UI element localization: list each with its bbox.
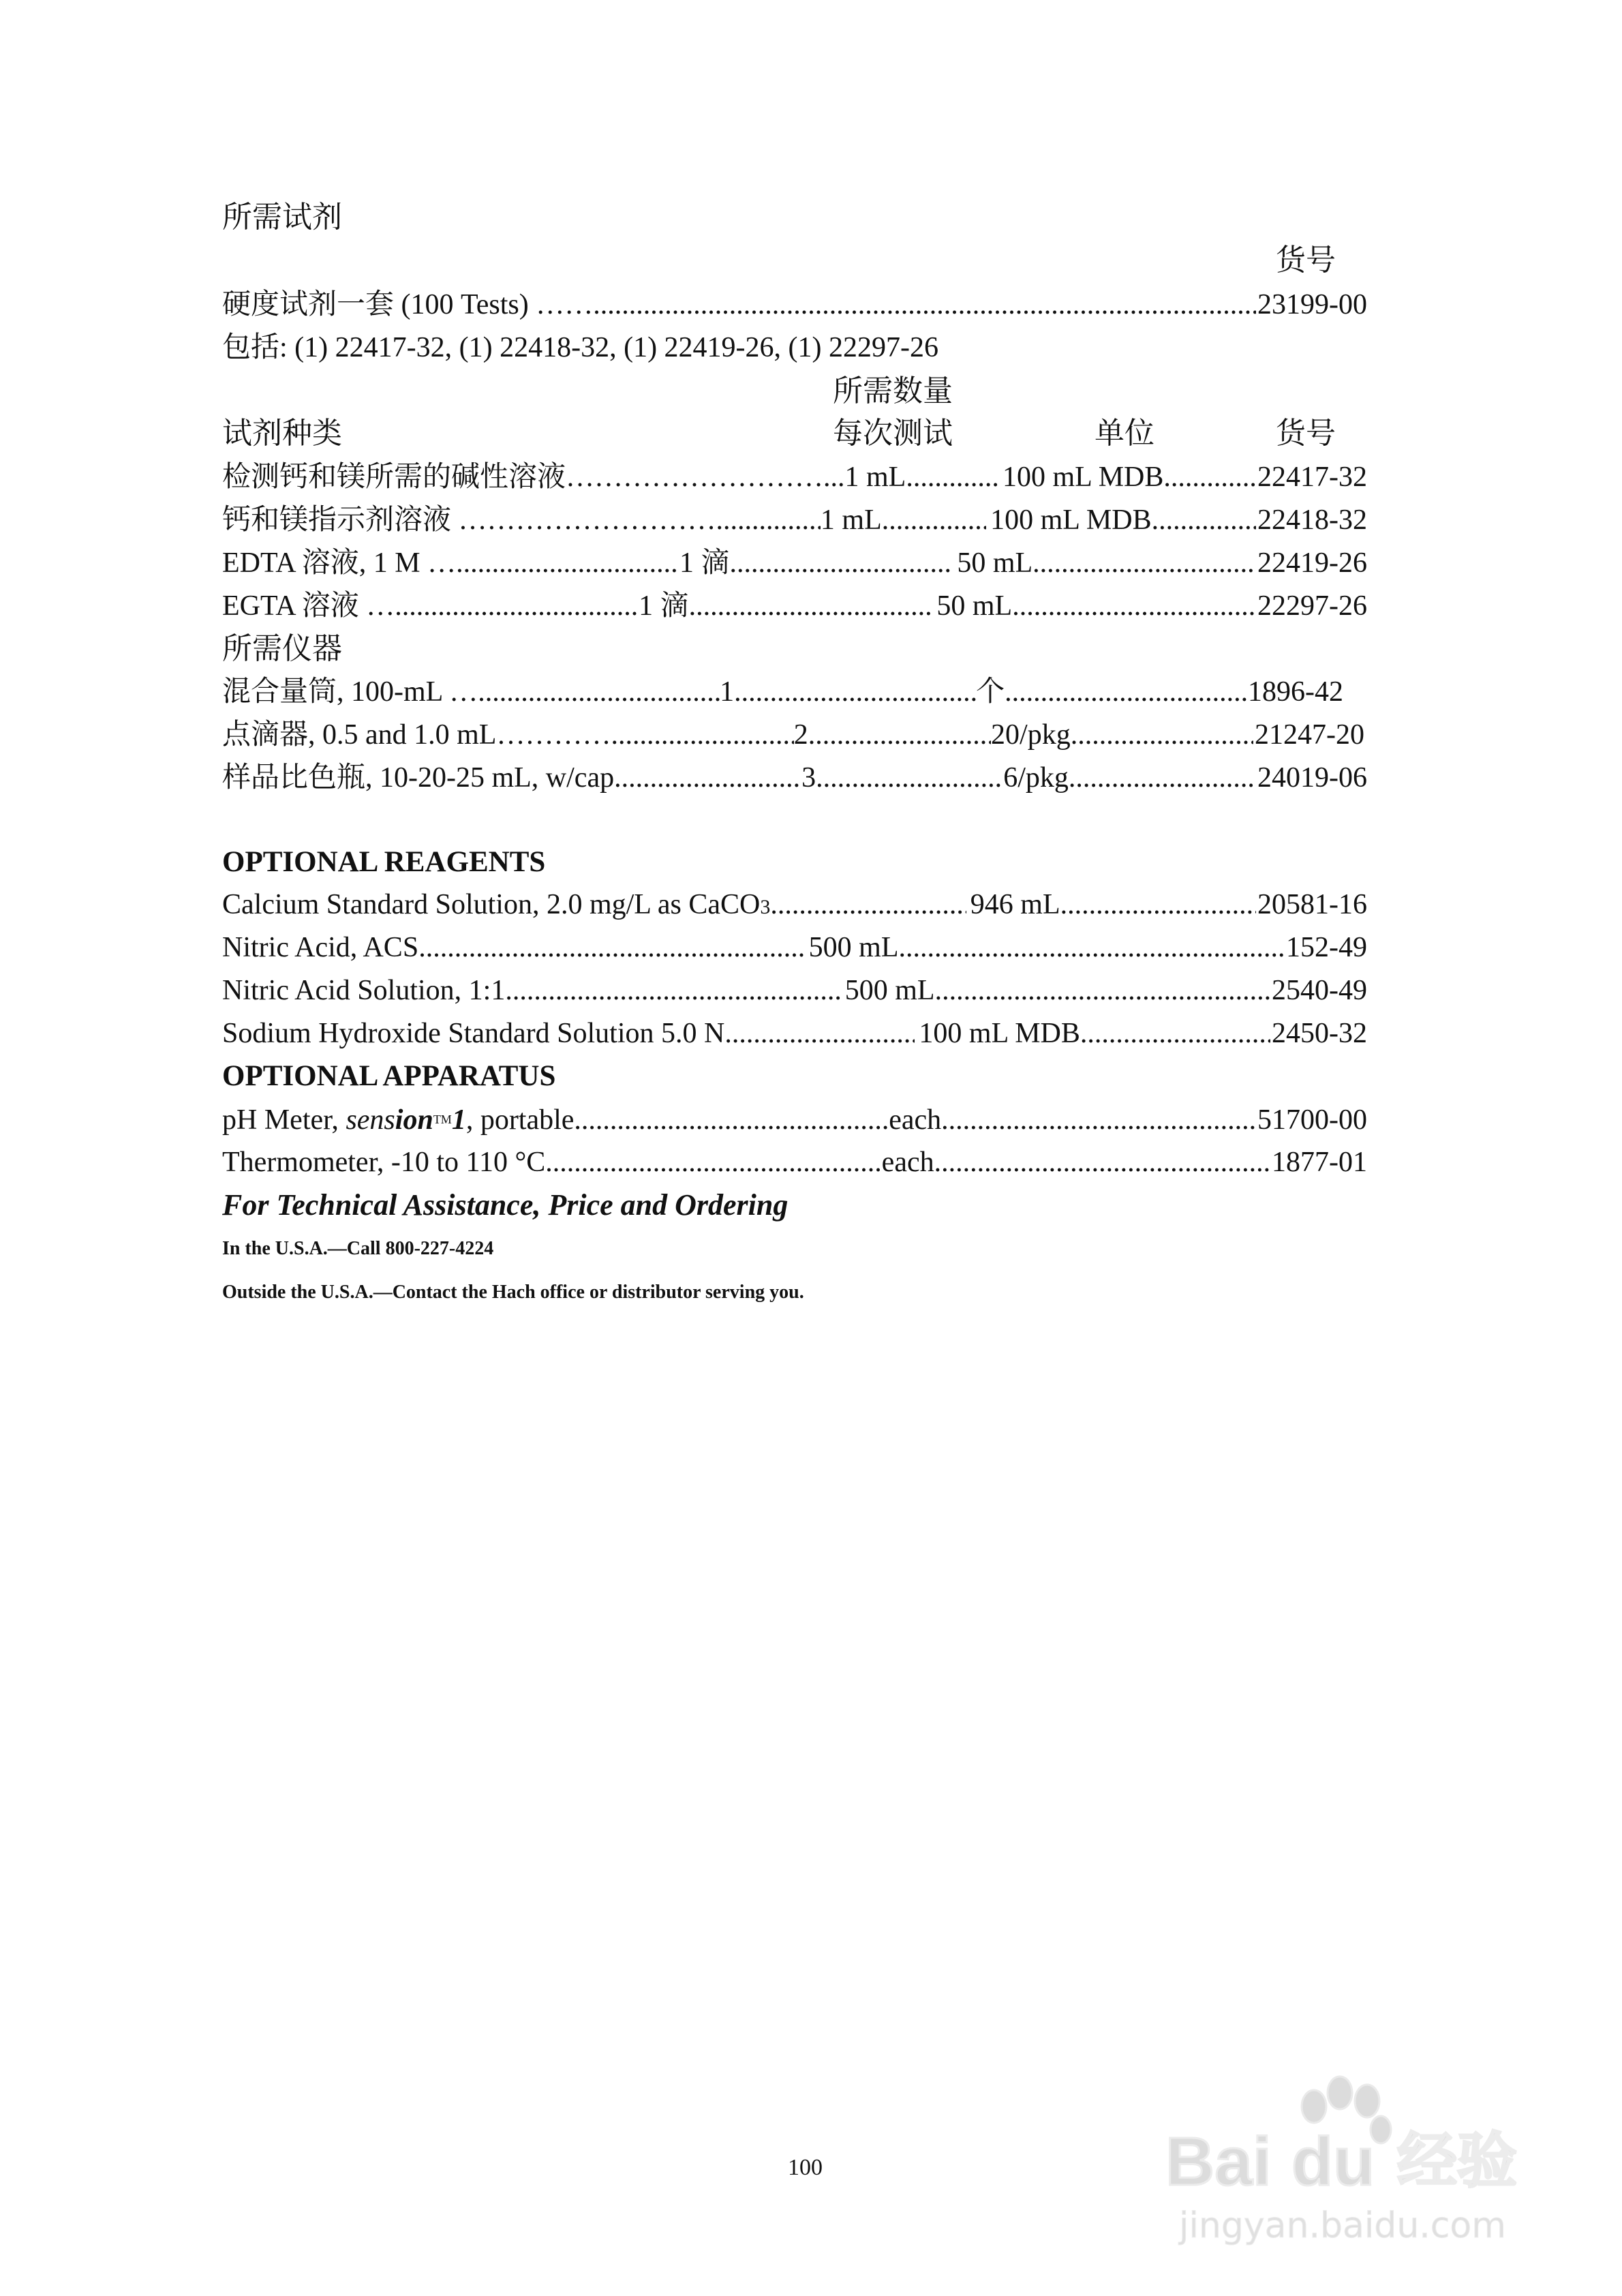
optional-reagent-row bbox=[222, 973, 1367, 1008]
reagent-row bbox=[222, 589, 1367, 623]
apparatus-row bbox=[222, 675, 1343, 709]
apparatus-unit: 20/pkg bbox=[991, 719, 1071, 751]
reagent-quantity: 1 mL bbox=[820, 504, 882, 536]
dot-leader bbox=[395, 589, 639, 623]
reagent-quantity: 1 滴 bbox=[639, 590, 689, 622]
watermark-brand: Bai bbox=[1165, 2124, 1272, 2200]
reagent-unit: 100 mL MDB bbox=[990, 504, 1152, 536]
dot-leader bbox=[545, 1145, 881, 1179]
reagent-name: 钙和镁指示剂溶液 ……………………… bbox=[222, 504, 716, 536]
dot-leader bbox=[899, 931, 1285, 965]
reagent-quantity: 1 mL bbox=[844, 462, 906, 493]
optional-apparatus-title: OPTIONAL APPARATUS bbox=[222, 1060, 556, 1092]
paw-toe-1 bbox=[1302, 2090, 1326, 2123]
reagent-row bbox=[222, 503, 1367, 537]
dot-leader bbox=[808, 718, 991, 752]
dot-leader bbox=[770, 888, 966, 922]
apparatus-row bbox=[222, 761, 1367, 795]
dot-leader bbox=[724, 1016, 915, 1051]
dot-leader bbox=[1060, 888, 1256, 922]
ph-meter-catalog-number: 51700-00 bbox=[1257, 1104, 1367, 1136]
dot-leader bbox=[934, 1145, 1270, 1179]
ph-meter-name bbox=[222, 1102, 574, 1137]
page-number: 100 bbox=[788, 2155, 823, 2180]
column-catalog-number: 货号 bbox=[1276, 417, 1336, 450]
kit-name: 硬度试剂一套 (100 Tests) …… bbox=[222, 289, 594, 320]
optional-reagents-title: OPTIONAL REAGENTS bbox=[222, 846, 546, 878]
optional-reagent-row bbox=[222, 888, 1367, 924]
dot-leader bbox=[689, 589, 933, 623]
dot-leader bbox=[716, 503, 821, 537]
optional-reagent-unit: 500 mL bbox=[844, 975, 935, 1006]
optional-reagent-unit: 500 mL bbox=[808, 932, 899, 963]
reagent-catalog-number: 22419-26 bbox=[1257, 547, 1368, 579]
apparatus-name: 样品比色瓶, 10-20-25 mL, w/cap bbox=[222, 762, 615, 794]
dot-leader bbox=[935, 973, 1270, 1008]
thermometer-name: Thermometer, -10 to 110 °C bbox=[222, 1147, 546, 1178]
apparatus-unit: 个 bbox=[976, 676, 1005, 708]
apparatus-name: 混合量筒, 100-mL … bbox=[222, 676, 478, 708]
apparatus-quantity: 2 bbox=[793, 719, 808, 751]
dot-leader bbox=[574, 1103, 889, 1137]
brand-sens: sens bbox=[346, 1104, 395, 1136]
dot-leader bbox=[730, 546, 953, 580]
apparatus-quantity: 1 bbox=[720, 676, 735, 708]
optional-reagent-name bbox=[222, 888, 770, 924]
reagent-name-text: Calcium Standard Solution, 2.0 mg/L as CaCO bbox=[222, 889, 761, 920]
dot-leader bbox=[1069, 761, 1256, 795]
quantity-header-line1: 所需数量 bbox=[833, 374, 953, 408]
ph-meter-suffix: , portable bbox=[465, 1104, 575, 1136]
catalog-number-header: 货号 bbox=[1276, 243, 1336, 277]
usa-contact: In the U.S.A.—Call 800-227-4224 bbox=[222, 1238, 494, 1259]
required-reagents-title: 所需试剂 bbox=[222, 200, 342, 234]
dot-leader bbox=[1012, 589, 1256, 623]
apparatus-catalog-number: 21247-20 bbox=[1254, 719, 1364, 751]
column-unit: 单位 bbox=[1095, 417, 1154, 450]
reagent-catalog-number: 22297-26 bbox=[1257, 590, 1367, 622]
dot-leader bbox=[418, 931, 804, 965]
dot-leader bbox=[1080, 1016, 1270, 1051]
brand-ion: ion bbox=[395, 1104, 433, 1136]
reagent-row bbox=[222, 460, 1367, 494]
reagent-name: EDTA 溶液, 1 M … bbox=[222, 547, 457, 579]
ph-meter-prefix: pH Meter, bbox=[222, 1104, 346, 1136]
dot-leader bbox=[906, 460, 998, 494]
column-quantity-per-test: 每次测试 bbox=[833, 417, 953, 450]
paw-toe-3 bbox=[1355, 2085, 1379, 2117]
thermometer-catalog-number: 1877-01 bbox=[1271, 1147, 1367, 1178]
optional-reagent-name: Nitric Acid Solution, 1:1 bbox=[222, 975, 506, 1006]
baidu-jingyan-watermark bbox=[1152, 2059, 1533, 2263]
kit-catalog-number: 23199-00 bbox=[1257, 289, 1367, 320]
reagent-quantity: 1 滴 bbox=[679, 547, 730, 579]
optional-reagent-row bbox=[222, 1016, 1367, 1051]
kit-includes: 包括: (1) 22417-32, (1) 22418-32, (1) 22419-26, (1) 22297-26 bbox=[222, 332, 939, 363]
apparatus-catalog-number: 1896-42 bbox=[1248, 676, 1343, 708]
hardness-kit-row bbox=[222, 288, 1367, 322]
dot-leader bbox=[593, 288, 1256, 322]
reagent-unit: 100 mL MDB bbox=[1002, 462, 1164, 493]
dot-leader bbox=[1163, 460, 1256, 494]
optional-reagent-row bbox=[222, 931, 1367, 965]
paw-toe-2 bbox=[1328, 2076, 1352, 2109]
reagent-unit: 50 mL bbox=[936, 590, 1013, 622]
reagent-name: EGTA 溶液 … bbox=[222, 590, 395, 622]
dot-leader bbox=[1071, 718, 1253, 752]
watermark-brand-du: du bbox=[1291, 2124, 1375, 2200]
apparatus-name: 点滴器, 0.5 and 1.0 mL………… bbox=[222, 719, 611, 751]
apparatus-catalog-number: 24019-06 bbox=[1257, 762, 1367, 794]
watermark-url: jingyan.baidu.com bbox=[1179, 2205, 1506, 2246]
dot-leader bbox=[478, 675, 720, 709]
reagent-catalog-number: 22417-32 bbox=[1257, 462, 1367, 493]
technical-assistance-heading: For Technical Assistance, Price and Ordering bbox=[222, 1188, 789, 1222]
optional-apparatus-row bbox=[222, 1102, 1367, 1137]
dot-leader bbox=[611, 718, 793, 752]
dot-leader bbox=[1005, 675, 1246, 709]
optional-reagent-catalog-number: 20581-16 bbox=[1257, 889, 1367, 920]
ph-meter-unit: each bbox=[889, 1104, 942, 1136]
dot-leader bbox=[614, 761, 801, 795]
optional-reagent-catalog-number: 152-49 bbox=[1285, 932, 1367, 963]
watermark-product: 经验 bbox=[1397, 2127, 1518, 2194]
reagent-unit: 50 mL bbox=[957, 547, 1033, 579]
subscript-3: 3 bbox=[760, 896, 771, 918]
optional-reagent-name: Sodium Hydroxide Standard Solution 5.0 N bbox=[222, 1018, 725, 1049]
dot-leader bbox=[456, 546, 679, 580]
apparatus-row bbox=[222, 718, 1364, 752]
optional-reagent-catalog-number: 2450-32 bbox=[1271, 1018, 1367, 1049]
optional-reagent-unit: 946 mL bbox=[970, 889, 1060, 920]
dot-leader bbox=[882, 503, 986, 537]
column-reagent-type: 试剂种类 bbox=[222, 417, 342, 450]
required-apparatus-title: 所需仪器 bbox=[222, 632, 342, 665]
reagent-name: 检测钙和镁所需的碱性溶液………………………... bbox=[222, 462, 845, 493]
dot-leader bbox=[1032, 546, 1256, 580]
dot-leader bbox=[941, 1103, 1256, 1137]
reagent-row bbox=[222, 546, 1367, 580]
optional-reagent-name: Nitric Acid, ACS bbox=[222, 932, 419, 963]
reagent-catalog-number: 22418-32 bbox=[1257, 504, 1367, 536]
brand-model-number: 1 bbox=[451, 1104, 466, 1136]
thermometer-unit: each bbox=[881, 1147, 934, 1178]
apparatus-quantity: 3 bbox=[801, 762, 816, 794]
dot-leader bbox=[734, 675, 976, 709]
optional-reagent-catalog-number: 2540-49 bbox=[1272, 975, 1367, 1006]
outside-usa-contact: Outside the U.S.A.—Contact the Hach office or distributor serving you. bbox=[222, 1282, 804, 1303]
dot-leader bbox=[816, 761, 1003, 795]
optional-apparatus-row bbox=[222, 1145, 1367, 1179]
dot-leader bbox=[1152, 503, 1256, 537]
trademark-symbol: TM bbox=[433, 1113, 452, 1126]
optional-reagent-unit: 100 mL MDB bbox=[919, 1018, 1080, 1049]
dot-leader bbox=[505, 973, 840, 1008]
apparatus-unit: 6/pkg bbox=[1003, 762, 1069, 794]
